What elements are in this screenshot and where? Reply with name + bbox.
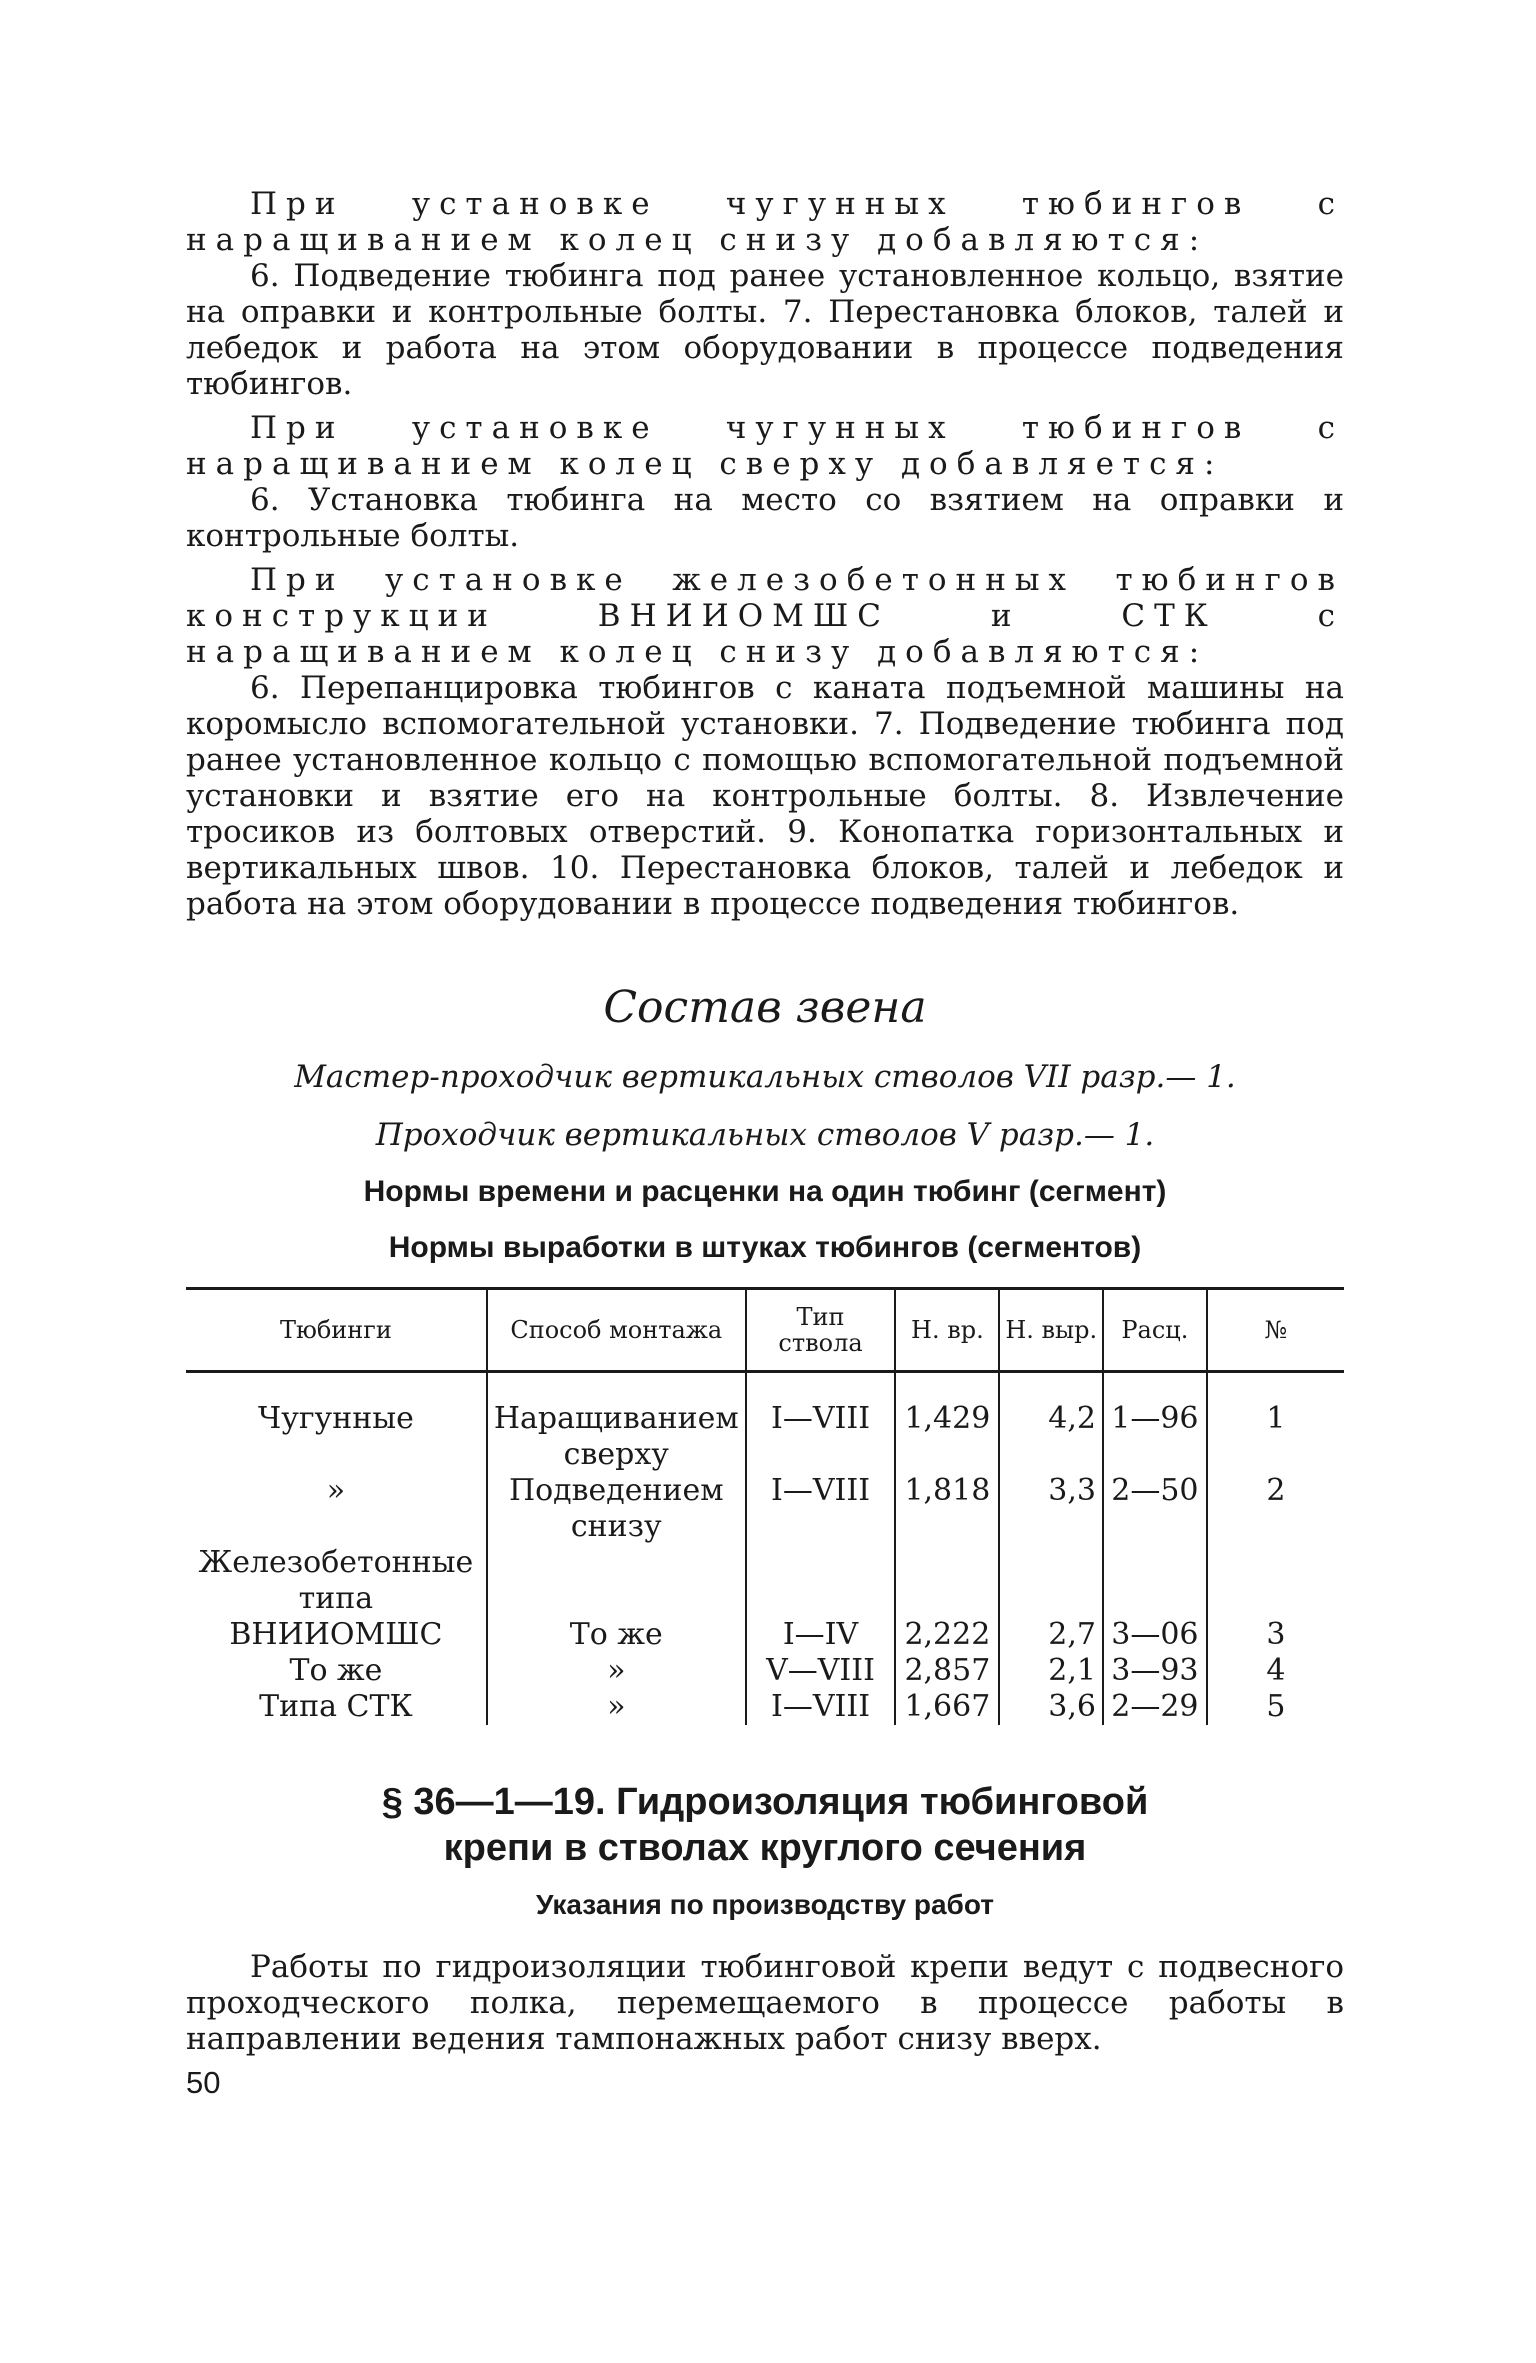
table-cell: 1—96 — [1103, 1372, 1207, 1474]
table-cell: 1,429 — [895, 1372, 999, 1474]
table-cell: 4,2 — [999, 1372, 1103, 1474]
section-subtitle: Указания по производству работ — [536, 1889, 994, 1920]
table-row — [186, 1689, 1344, 1725]
table-cell: 4 — [1207, 1653, 1344, 1689]
table-title-2: Нормы выработки в штуках тюбингов (сегментов) — [388, 1231, 1142, 1264]
table-cell: I—VIII — [746, 1473, 896, 1545]
table-cell: » — [487, 1689, 746, 1725]
table-cell: 2,7 — [999, 1545, 1103, 1653]
norms-table — [186, 1287, 1344, 1725]
table-cell: Чугунные — [258, 1401, 414, 1436]
table-cell: Наращиванием сверху — [487, 1372, 746, 1474]
paragraph-concrete-bottom — [186, 562, 1344, 922]
crew-line-master: Мастер-проходчик вертикальных стволов VII разр.— 1. — [294, 1059, 1236, 1095]
header-cell: Н. выр. — [999, 1289, 1103, 1372]
paragraph-heading: При установке чугунных тюбингов с наращиванием колец сверху добавляется: — [186, 410, 1344, 482]
table-cell: » — [487, 1653, 746, 1689]
table-cell: То же — [487, 1545, 746, 1653]
table-cell: Типа СТК — [259, 1689, 413, 1724]
crew-title: Состав звена — [603, 982, 927, 1033]
table-cell: 1 — [1207, 1372, 1344, 1474]
section-body: Работы по гидроизоляции тюбинговой крепи ведут с подвесного проходческого полка, перемещаемого в процессе работы в направлении ведения тампонажных работ снизу вверх. — [186, 1949, 1344, 2057]
section-title — [186, 1779, 1344, 1871]
table-cell: 1,667 — [895, 1689, 999, 1725]
table-cell: Подведением снизу — [487, 1473, 746, 1545]
table-cell: 3,3 — [999, 1473, 1103, 1545]
paragraph-body: 6. Подведение тюбинга под ранее установленное кольцо, взятие на оправки и контрольные болты. 7. Перестановка блоков, талей и лебедок и работа на этом оборудовании в процессе подведения тюбингов. — [186, 258, 1344, 402]
table-cell: » — [326, 1473, 346, 1508]
paragraph-cast-iron-top — [186, 410, 1344, 554]
table-row — [186, 1473, 1344, 1545]
paragraph-heading: При установке железобетонных тюбингов конструкции ВНИИОМШС и СТК с наращиванием колец снизу добавляются: — [186, 562, 1344, 670]
table-cell: 3,6 — [999, 1689, 1103, 1725]
page-number: 50 — [186, 2065, 221, 2100]
crew-line-worker: Проходчик вертикальных стволов V разр.— 1. — [375, 1117, 1155, 1153]
table-cell: Железобетонные типа ВНИИОМШС — [198, 1545, 474, 1652]
header-cell: № — [1207, 1289, 1344, 1372]
header-cell: Тип ствола — [746, 1289, 896, 1372]
table-cell: I—VIII — [746, 1372, 896, 1474]
table-cell: 2—50 — [1103, 1473, 1207, 1545]
section-title-line-2: крепи в стволах круглого сечения — [443, 1827, 1087, 1869]
table-cell: То же — [289, 1653, 383, 1688]
table-cell: 2,1 — [999, 1653, 1103, 1689]
table-cell: 2—29 — [1103, 1689, 1207, 1725]
header-cell: Расц. — [1103, 1289, 1207, 1372]
table-row — [186, 1653, 1344, 1689]
table-cell: 2 — [1207, 1473, 1344, 1545]
table-cell: I—IV — [746, 1545, 896, 1653]
paragraph-cast-iron-bottom — [186, 186, 1344, 402]
header-cell: Способ монтажа — [487, 1289, 746, 1372]
table-cell: V—VIII — [746, 1653, 896, 1689]
document-page — [186, 186, 1344, 2101]
table-cell: I—VIII — [746, 1689, 896, 1725]
table-cell: 2,857 — [895, 1653, 999, 1689]
table-cell: 3—93 — [1103, 1653, 1207, 1689]
paragraph-heading: При установке чугунных тюбингов с наращиванием колец снизу добавляются: — [186, 186, 1344, 258]
table-cell: 3 — [1207, 1545, 1344, 1653]
table-row — [186, 1545, 1344, 1653]
table-cell: 5 — [1207, 1689, 1344, 1725]
table-cell: 3—06 — [1103, 1545, 1207, 1653]
table-row — [186, 1372, 1344, 1474]
header-cell: Тюбинги — [186, 1289, 487, 1372]
paragraph-body: 6. Перепанцировка тюбингов с каната подъемной машины на коромысло вспомогательной установки. 7. Подведение тюбинга под ранее установленное кольцо с помощью вспомогательной подъемной установки и взятие его на контрольные болты. 8. Извлечение тросиков из болтовых отверстий. 9. Конопатка горизонтальных и вертикальных швов. 10. Перестановка блоков, талей и лебедок и работа на этом оборудовании в процессе подведения тюбингов. — [186, 670, 1344, 922]
table-cell: 1,818 — [895, 1473, 999, 1545]
table-title-1: Нормы времени и расценки на один тюбинг (сегмент) — [363, 1175, 1167, 1208]
section-title-line-1: § 36—1—19. Гидроизоляция тюбинговой — [381, 1781, 1149, 1823]
header-cell: Н. вр. — [895, 1289, 999, 1372]
table-header-row — [186, 1289, 1344, 1372]
paragraph-body: 6. Установка тюбинга на место со взятием на оправки и контрольные болты. — [186, 482, 1344, 554]
table-cell: 2,222 — [895, 1545, 999, 1653]
